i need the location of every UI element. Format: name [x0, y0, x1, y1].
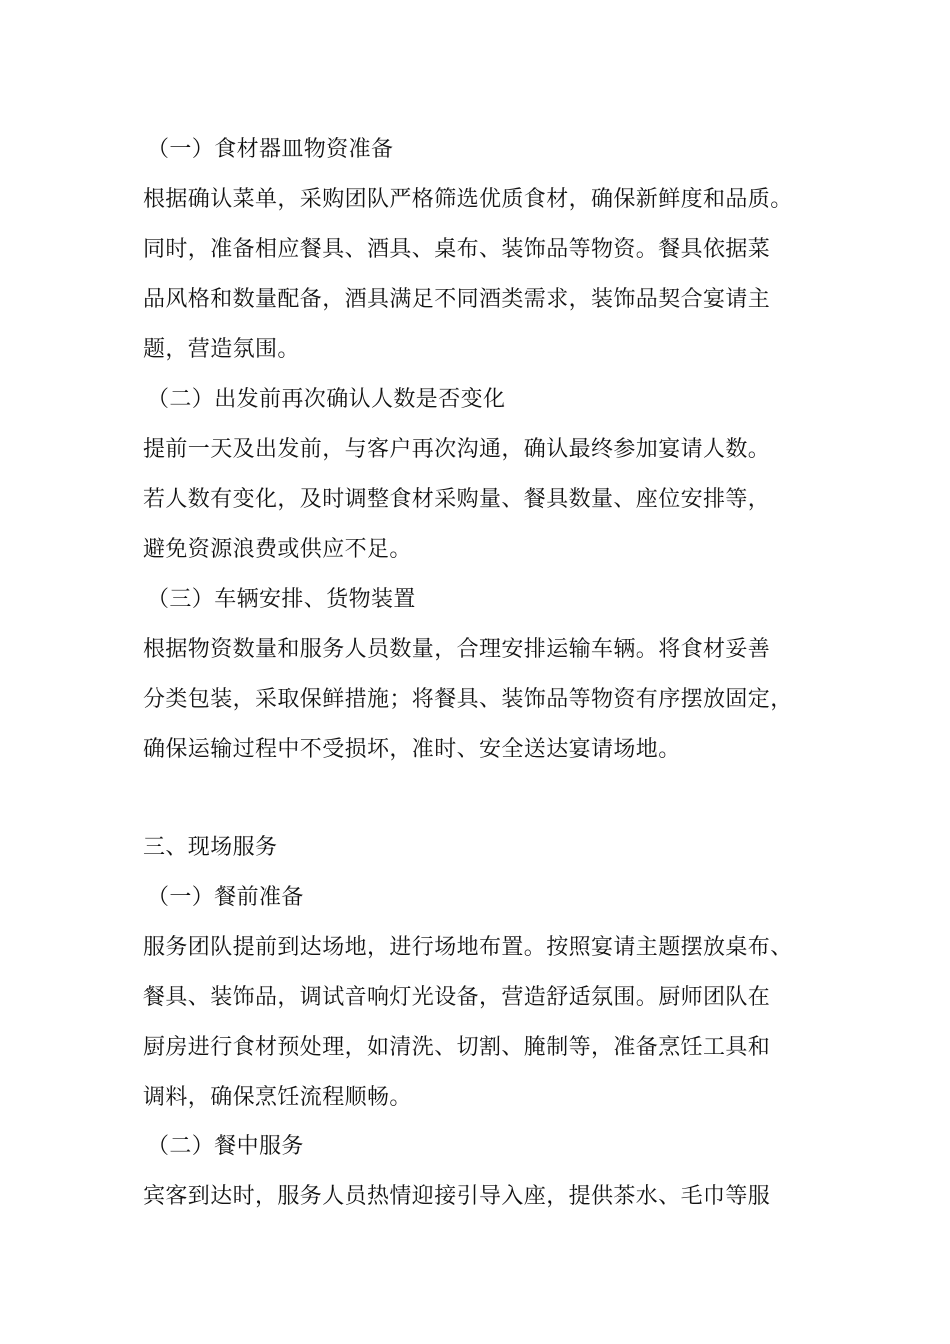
subheading-during-meal-service: （二）餐中服务 [147, 1134, 304, 1159]
paragraph-line: 确保运输过程中不受损坏，准时、安全送达宴请场地。 [143, 737, 681, 762]
paragraph-line: 服务团队提前到达场地，进行场地布置。按照宴请主题摆放桌布、 [143, 935, 793, 960]
section-heading-onsite-service: 三、现场服务 [143, 835, 278, 860]
paragraph-line: 厨房进行食材预处理，如清洗、切割、腌制等，准备烹饪工具和 [143, 1035, 771, 1060]
paragraph-line: 题，营造氛围。 [143, 337, 300, 362]
subheading-headcount-confirm: （二）出发前再次确认人数是否变化 [147, 387, 506, 412]
paragraph-line: 提前一天及出发前，与客户再次沟通，确认最终参加宴请人数。 [143, 437, 771, 462]
paragraph-line: 根据确认菜单，采购团队严格筛选优质食材，确保新鲜度和品质。 [143, 187, 793, 212]
paragraph-line: 调料，确保烹饪流程顺畅。 [143, 1085, 412, 1110]
subheading-ingredients-prep: （一）食材器皿物资准备 [147, 137, 394, 162]
subheading-vehicle-loading: （三）车辆安排、货物装置 [147, 587, 416, 612]
paragraph-line: 若人数有变化，及时调整食材采购量、餐具数量、座位安排等， [143, 487, 771, 512]
paragraph-line: 品风格和数量配备，酒具满足不同酒类需求，装饰品契合宴请主 [143, 287, 771, 312]
subheading-pre-meal-prep: （一）餐前准备 [147, 885, 304, 910]
paragraph-line: 同时，准备相应餐具、酒具、桌布、装饰品等物资。餐具依据菜 [143, 237, 771, 262]
paragraph-line: 餐具、装饰品，调试音响灯光设备，营造舒适氛围。厨师团队在 [143, 985, 771, 1010]
paragraph-line: 避免资源浪费或供应不足。 [143, 537, 412, 562]
paragraph-line: 分类包装，采取保鲜措施；将餐具、装饰品等物资有序摆放固定， [143, 687, 793, 712]
paragraph-line: 宾客到达时，服务人员热情迎接引导入座，提供茶水、毛巾等服 [143, 1184, 771, 1209]
paragraph-line: 根据物资数量和服务人员数量，合理安排运输车辆。将食材妥善 [143, 637, 771, 662]
